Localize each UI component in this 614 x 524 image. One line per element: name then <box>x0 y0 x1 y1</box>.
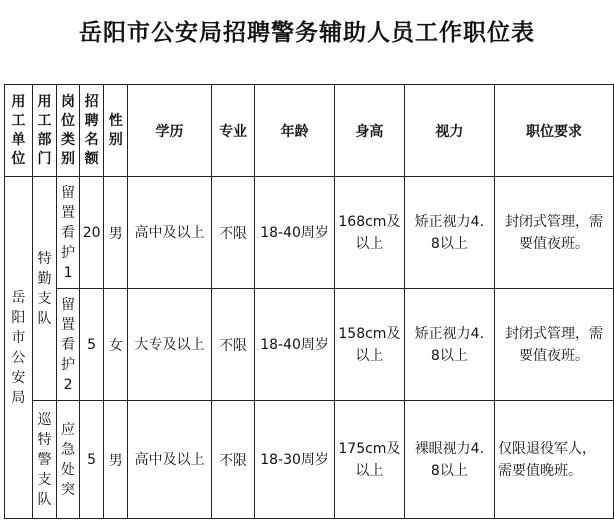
header-vision: 视力 <box>404 85 494 177</box>
education-cell: 高中及以上 <box>127 177 211 289</box>
vision-cell: 矫正视力4.8以上 <box>404 177 494 289</box>
table-row <box>5 289 614 401</box>
age-cell: 18-30周岁 <box>255 401 335 519</box>
job-table <box>4 84 614 519</box>
major-cell: 不限 <box>212 177 255 289</box>
major-cell: 不限 <box>212 289 255 401</box>
gender-cell: 男 <box>104 401 128 519</box>
height-cell: 168cm及以上 <box>335 177 405 289</box>
post-cell: 应急处突 <box>57 401 80 519</box>
post-cell: 留置看护1 <box>57 177 80 289</box>
header-age: 年龄 <box>255 85 335 177</box>
header-unit: 用工单位 <box>5 85 33 177</box>
count-cell: 20 <box>79 177 104 289</box>
dept-cell-tejin: 特勤支队 <box>32 177 57 401</box>
page-title: 岳阳市公安局招聘警务辅助人员工作职位表 <box>79 20 535 46</box>
age-cell: 18-40周岁 <box>255 289 335 401</box>
education-cell: 高中及以上 <box>127 401 211 519</box>
height-cell: 175cm及以上 <box>335 401 405 519</box>
header-height: 身高 <box>335 85 405 177</box>
header-dept: 用工部门 <box>32 85 57 177</box>
requirements-cell: 仅限退役军人，需要值晚班。 <box>494 401 613 519</box>
unit-cell: 岳阳市公安局 <box>5 177 33 519</box>
vision-cell: 裸眼视力4.8以上 <box>404 401 494 519</box>
height-cell: 158cm及以上 <box>335 289 405 401</box>
count-cell: 5 <box>79 289 104 401</box>
vision-cell: 矫正视力4.8以上 <box>404 289 494 401</box>
header-post: 岗位类别 <box>57 85 80 177</box>
header-row <box>5 85 614 177</box>
header-requirements: 职位要求 <box>494 85 613 177</box>
requirements-cell: 封闭式管理，需要值夜班。 <box>494 177 613 289</box>
education-cell: 大专及以上 <box>127 289 211 401</box>
header-count: 招聘名额 <box>79 85 104 177</box>
count-cell: 5 <box>79 401 104 519</box>
post-cell: 留置看护2 <box>57 289 80 401</box>
age-cell: 18-40周岁 <box>255 177 335 289</box>
gender-cell: 女 <box>104 289 128 401</box>
major-cell: 不限 <box>212 401 255 519</box>
dept-cell-xunte: 巡特警支队 <box>32 401 57 519</box>
header-gender: 性别 <box>104 85 128 177</box>
header-major: 专业 <box>212 85 255 177</box>
gender-cell: 男 <box>104 177 128 289</box>
header-education: 学历 <box>127 85 211 177</box>
table-row <box>5 177 614 289</box>
requirements-cell: 封闭式管理，需要值夜班。 <box>494 289 613 401</box>
table-row <box>5 401 614 519</box>
